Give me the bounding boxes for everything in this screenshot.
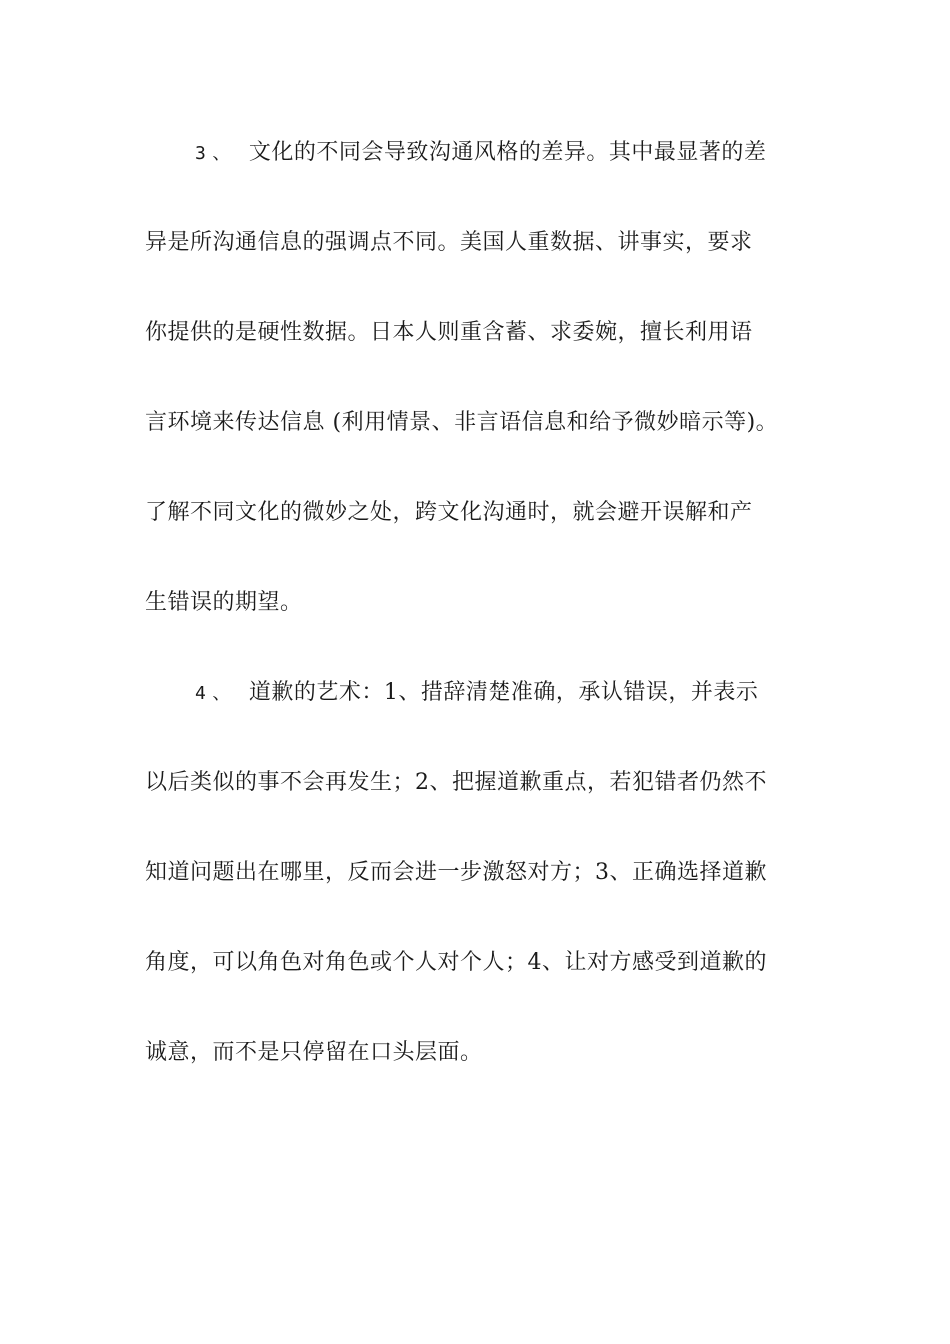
- paragraph-3-line-4: 言环境来传达信息 (利用情景、非言语信息和给予微妙暗示等)。: [145, 410, 779, 435]
- paragraph-3-line-1: [195, 138, 766, 169]
- paragraph-4-number: 4: [195, 683, 207, 704]
- paragraph-4-line-5: 诚意，而不是只停留在口头层面。: [145, 1040, 483, 1065]
- paragraph-4-line-3: 知道问题出在哪里，反而会进一步激怒对方；3、正确选择道歉: [145, 860, 767, 885]
- paragraph-3-line-5: 了解不同文化的微妙之处，跨文化沟通时，就会避开误解和产: [145, 500, 753, 525]
- paragraph-4-line-1: [195, 678, 758, 709]
- paragraph-3-separator: 、: [212, 143, 231, 164]
- paragraph-3-line-6: 生错误的期望。: [145, 590, 303, 615]
- paragraph-4-line-4: 角度，可以角色对角色或个人对个人；4、让对方感受到道歉的: [145, 950, 767, 975]
- paragraph-3-line-3: 你提供的是硬性数据。日本人则重含蓄、求委婉，擅长利用语: [145, 320, 753, 345]
- paragraph-4-separator: 、: [212, 683, 231, 704]
- paragraph-4-text-line: 道歉的艺术：1、措辞清楚准确，承认错误，并表示: [248, 680, 759, 705]
- paragraph-3-number: 3: [195, 143, 207, 164]
- paragraph-4-line-2: 以后类似的事不会再发生；2、把握道歉重点，若犯错者仍然不: [145, 770, 767, 795]
- paragraph-3-text-line: 文化的不同会导致沟通风格的差异。其中最显著的差: [248, 140, 767, 165]
- paragraph-3-line-2: 异是所沟通信息的强调点不同。美国人重数据、讲事实，要求: [145, 230, 753, 255]
